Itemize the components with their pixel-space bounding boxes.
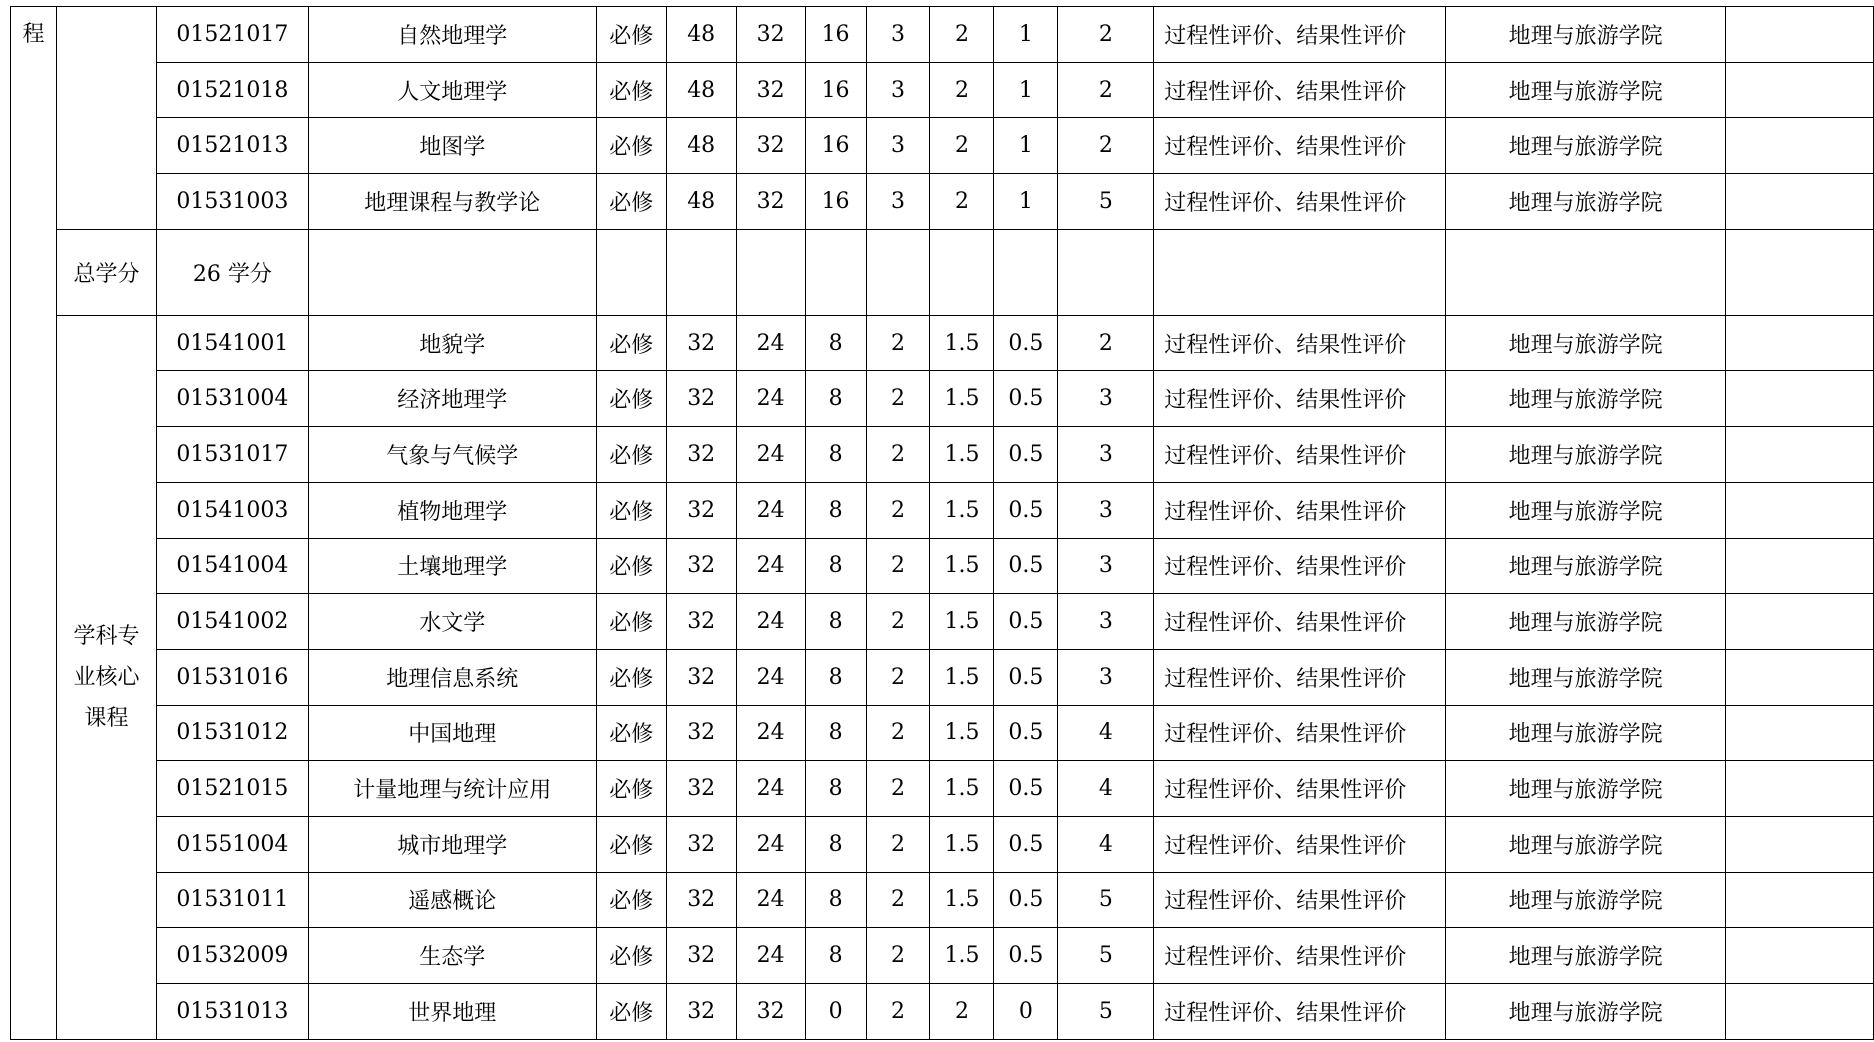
course-code-cell: 01531003 bbox=[156, 174, 308, 230]
total-hours-cell: 32 bbox=[666, 761, 736, 817]
course-name-cell: 地理课程与教学论 bbox=[308, 174, 596, 230]
theory-hours-cell: 32 bbox=[736, 984, 805, 1040]
theory-hours-cell: 24 bbox=[736, 872, 805, 928]
assessment-cell: 过程性评价、结果性评价 bbox=[1154, 705, 1446, 761]
theory-credits-cell: 1.5 bbox=[930, 371, 994, 427]
category-cell bbox=[56, 315, 156, 1039]
total-hours-cell: 32 bbox=[666, 594, 736, 650]
practice-credits-cell: 0.5 bbox=[994, 928, 1058, 984]
semester-cell: 2 bbox=[1058, 315, 1154, 371]
semester-cell: 4 bbox=[1058, 761, 1154, 817]
college-cell: 地理与旅游学院 bbox=[1446, 984, 1726, 1040]
assessment-cell: 过程性评价、结果性评价 bbox=[1154, 538, 1446, 594]
theory-credits-cell: 1.5 bbox=[930, 649, 994, 705]
empty-cell bbox=[666, 229, 736, 315]
course-type-cell: 必修 bbox=[596, 816, 666, 872]
credits-cell: 2 bbox=[866, 928, 930, 984]
theory-credits-cell: 1.5 bbox=[930, 705, 994, 761]
theory-hours-cell: 32 bbox=[736, 7, 805, 63]
practice-hours-cell: 8 bbox=[805, 538, 866, 594]
note-cell bbox=[1726, 118, 1874, 174]
table-row bbox=[11, 816, 1874, 872]
total-hours-cell: 48 bbox=[666, 174, 736, 230]
practice-hours-cell: 8 bbox=[805, 761, 866, 817]
course-type-cell: 必修 bbox=[596, 315, 666, 371]
college-cell: 地理与旅游学院 bbox=[1446, 594, 1726, 650]
table-row bbox=[11, 594, 1874, 650]
theory-credits-cell: 2 bbox=[930, 62, 994, 118]
theory-hours-cell: 24 bbox=[736, 538, 805, 594]
practice-credits-cell: 0.5 bbox=[994, 538, 1058, 594]
theory-credits-cell: 1.5 bbox=[930, 928, 994, 984]
assessment-cell: 过程性评价、结果性评价 bbox=[1154, 371, 1446, 427]
semester-cell: 4 bbox=[1058, 705, 1154, 761]
credits-cell: 2 bbox=[866, 427, 930, 483]
college-cell: 地理与旅游学院 bbox=[1446, 427, 1726, 483]
note-cell bbox=[1726, 705, 1874, 761]
semester-cell: 5 bbox=[1058, 928, 1154, 984]
semester-cell: 4 bbox=[1058, 816, 1154, 872]
course-code-cell: 01541001 bbox=[156, 315, 308, 371]
course-code-cell: 01521015 bbox=[156, 761, 308, 817]
course-name-cell: 中国地理 bbox=[308, 705, 596, 761]
course-code-cell: 01532009 bbox=[156, 928, 308, 984]
semester-cell: 2 bbox=[1058, 118, 1154, 174]
course-type-cell: 必修 bbox=[596, 872, 666, 928]
empty-cell bbox=[1446, 229, 1726, 315]
semester-cell: 3 bbox=[1058, 482, 1154, 538]
assessment-cell: 过程性评价、结果性评价 bbox=[1154, 62, 1446, 118]
course-name-cell: 生态学 bbox=[308, 928, 596, 984]
table-row bbox=[11, 118, 1874, 174]
course-type-cell: 必修 bbox=[596, 427, 666, 483]
course-type-cell: 必修 bbox=[596, 649, 666, 705]
credits-cell: 2 bbox=[866, 371, 930, 427]
total-hours-cell: 32 bbox=[666, 928, 736, 984]
total-hours-cell: 48 bbox=[666, 118, 736, 174]
credits-cell: 3 bbox=[866, 62, 930, 118]
table-row bbox=[11, 174, 1874, 230]
course-code-cell: 01531017 bbox=[156, 427, 308, 483]
course-type-cell: 必修 bbox=[596, 761, 666, 817]
practice-credits-cell: 0.5 bbox=[994, 705, 1058, 761]
practice-hours-cell: 16 bbox=[805, 62, 866, 118]
empty-cell bbox=[308, 229, 596, 315]
category-line: 业核心 bbox=[73, 664, 140, 690]
course-code-cell: 01531016 bbox=[156, 649, 308, 705]
credits-cell: 3 bbox=[866, 174, 930, 230]
college-cell: 地理与旅游学院 bbox=[1446, 816, 1726, 872]
course-code-cell: 01531004 bbox=[156, 371, 308, 427]
practice-hours-cell: 8 bbox=[805, 371, 866, 427]
empty-cell bbox=[866, 229, 930, 315]
note-cell bbox=[1726, 371, 1874, 427]
theory-hours-cell: 24 bbox=[736, 928, 805, 984]
course-code-cell: 01551004 bbox=[156, 816, 308, 872]
total-hours-cell: 32 bbox=[666, 315, 736, 371]
college-cell: 地理与旅游学院 bbox=[1446, 62, 1726, 118]
semester-cell: 5 bbox=[1058, 174, 1154, 230]
category-line: 学科专 bbox=[73, 623, 140, 649]
theory-hours-cell: 32 bbox=[736, 174, 805, 230]
empty-cell bbox=[805, 229, 866, 315]
course-type-cell: 必修 bbox=[596, 538, 666, 594]
theory-hours-cell: 32 bbox=[736, 62, 805, 118]
total-credits-label: 总学分 bbox=[56, 229, 156, 315]
theory-credits-cell: 1.5 bbox=[930, 594, 994, 650]
theory-credits-cell: 1.5 bbox=[930, 538, 994, 594]
theory-credits-cell: 1.5 bbox=[930, 761, 994, 817]
course-name-cell: 土壤地理学 bbox=[308, 538, 596, 594]
college-cell: 地理与旅游学院 bbox=[1446, 371, 1726, 427]
practice-credits-cell: 1 bbox=[994, 118, 1058, 174]
course-code-cell: 01531012 bbox=[156, 705, 308, 761]
course-name-cell: 地理信息系统 bbox=[308, 649, 596, 705]
college-cell: 地理与旅游学院 bbox=[1446, 482, 1726, 538]
course-name-cell: 自然地理学 bbox=[308, 7, 596, 63]
credits-cell: 2 bbox=[866, 594, 930, 650]
empty-cell bbox=[1058, 229, 1154, 315]
course-type-cell: 必修 bbox=[596, 118, 666, 174]
table-row bbox=[11, 705, 1874, 761]
empty-cell bbox=[994, 229, 1058, 315]
practice-credits-cell: 1 bbox=[994, 7, 1058, 63]
course-type-cell: 必修 bbox=[596, 482, 666, 538]
assessment-cell: 过程性评价、结果性评价 bbox=[1154, 928, 1446, 984]
credits-cell: 2 bbox=[866, 538, 930, 594]
assessment-cell: 过程性评价、结果性评价 bbox=[1154, 174, 1446, 230]
semester-cell: 5 bbox=[1058, 984, 1154, 1040]
practice-hours-cell: 8 bbox=[805, 315, 866, 371]
total-hours-cell: 32 bbox=[666, 371, 736, 427]
total-hours-cell: 48 bbox=[666, 62, 736, 118]
assessment-cell: 过程性评价、结果性评价 bbox=[1154, 7, 1446, 63]
credits-cell: 3 bbox=[866, 7, 930, 63]
course-name-cell: 人文地理学 bbox=[308, 62, 596, 118]
credits-cell: 2 bbox=[866, 315, 930, 371]
note-cell bbox=[1726, 315, 1874, 371]
theory-credits-cell: 1.5 bbox=[930, 816, 994, 872]
total-hours-cell: 32 bbox=[666, 482, 736, 538]
table-row bbox=[11, 315, 1874, 371]
practice-hours-cell: 8 bbox=[805, 594, 866, 650]
note-cell bbox=[1726, 427, 1874, 483]
course-type-cell: 必修 bbox=[596, 705, 666, 761]
note-cell bbox=[1726, 62, 1874, 118]
practice-credits-cell: 0.5 bbox=[994, 649, 1058, 705]
semester-cell: 2 bbox=[1058, 62, 1154, 118]
category-line: 课程 bbox=[84, 705, 129, 731]
credits-cell: 2 bbox=[866, 872, 930, 928]
theory-credits-cell: 2 bbox=[930, 7, 994, 63]
table-row bbox=[11, 872, 1874, 928]
note-cell bbox=[1726, 928, 1874, 984]
assessment-cell: 过程性评价、结果性评价 bbox=[1154, 594, 1446, 650]
college-cell: 地理与旅游学院 bbox=[1446, 538, 1726, 594]
college-cell: 地理与旅游学院 bbox=[1446, 7, 1726, 63]
course-code-cell: 01531011 bbox=[156, 872, 308, 928]
course-name-cell: 植物地理学 bbox=[308, 482, 596, 538]
total-hours-cell: 32 bbox=[666, 816, 736, 872]
note-cell bbox=[1726, 174, 1874, 230]
practice-hours-cell: 8 bbox=[805, 928, 866, 984]
theory-hours-cell: 24 bbox=[736, 816, 805, 872]
assessment-cell: 过程性评价、结果性评价 bbox=[1154, 315, 1446, 371]
practice-credits-cell: 0.5 bbox=[994, 371, 1058, 427]
course-name-cell: 经济地理学 bbox=[308, 371, 596, 427]
practice-hours-cell: 8 bbox=[805, 482, 866, 538]
course-name-cell: 城市地理学 bbox=[308, 816, 596, 872]
table-row bbox=[11, 7, 1874, 63]
credits-cell: 2 bbox=[866, 816, 930, 872]
assessment-cell: 过程性评价、结果性评价 bbox=[1154, 482, 1446, 538]
college-cell: 地理与旅游学院 bbox=[1446, 649, 1726, 705]
practice-hours-cell: 8 bbox=[805, 816, 866, 872]
total-credits-row bbox=[11, 229, 1874, 315]
theory-credits-cell: 1.5 bbox=[930, 482, 994, 538]
practice-hours-cell: 16 bbox=[805, 7, 866, 63]
note-cell bbox=[1726, 816, 1874, 872]
theory-hours-cell: 24 bbox=[736, 371, 805, 427]
theory-hours-cell: 24 bbox=[736, 427, 805, 483]
college-cell: 地理与旅游学院 bbox=[1446, 174, 1726, 230]
note-cell bbox=[1726, 538, 1874, 594]
practice-credits-cell: 0.5 bbox=[994, 761, 1058, 817]
theory-credits-cell: 2 bbox=[930, 174, 994, 230]
table-row bbox=[11, 984, 1874, 1040]
course-name-cell: 世界地理 bbox=[308, 984, 596, 1040]
course-type-cell: 必修 bbox=[596, 174, 666, 230]
course-name-cell: 地图学 bbox=[308, 118, 596, 174]
college-cell: 地理与旅游学院 bbox=[1446, 761, 1726, 817]
table-row bbox=[11, 371, 1874, 427]
practice-credits-cell: 0.5 bbox=[994, 315, 1058, 371]
category-cell bbox=[56, 7, 156, 230]
table-row bbox=[11, 928, 1874, 984]
course-type-cell: 必修 bbox=[596, 984, 666, 1040]
semester-cell: 3 bbox=[1058, 594, 1154, 650]
course-name-cell: 气象与气候学 bbox=[308, 427, 596, 483]
course-name-cell: 遥感概论 bbox=[308, 872, 596, 928]
note-cell bbox=[1726, 984, 1874, 1040]
practice-credits-cell: 1 bbox=[994, 62, 1058, 118]
theory-hours-cell: 32 bbox=[736, 118, 805, 174]
theory-credits-cell: 2 bbox=[930, 984, 994, 1040]
semester-cell: 2 bbox=[1058, 7, 1154, 63]
assessment-cell: 过程性评价、结果性评价 bbox=[1154, 118, 1446, 174]
assessment-cell: 过程性评价、结果性评价 bbox=[1154, 816, 1446, 872]
course-table bbox=[10, 6, 1874, 1040]
theory-credits-cell: 2 bbox=[930, 118, 994, 174]
empty-cell bbox=[736, 229, 805, 315]
assessment-cell: 过程性评价、结果性评价 bbox=[1154, 427, 1446, 483]
empty-cell bbox=[596, 229, 666, 315]
course-code-cell: 01541004 bbox=[156, 538, 308, 594]
course-code-cell: 01541003 bbox=[156, 482, 308, 538]
practice-hours-cell: 8 bbox=[805, 705, 866, 761]
course-type-cell: 必修 bbox=[596, 594, 666, 650]
practice-credits-cell: 0.5 bbox=[994, 482, 1058, 538]
assessment-cell: 过程性评价、结果性评价 bbox=[1154, 649, 1446, 705]
credits-cell: 2 bbox=[866, 761, 930, 817]
credits-cell: 2 bbox=[866, 649, 930, 705]
note-cell bbox=[1726, 649, 1874, 705]
assessment-cell: 过程性评价、结果性评价 bbox=[1154, 872, 1446, 928]
outer-category-cell: 程 bbox=[11, 7, 57, 1040]
semester-cell: 3 bbox=[1058, 427, 1154, 483]
course-code-cell: 01521018 bbox=[156, 62, 308, 118]
table-row bbox=[11, 761, 1874, 817]
total-hours-cell: 32 bbox=[666, 649, 736, 705]
course-type-cell: 必修 bbox=[596, 928, 666, 984]
course-name-cell: 计量地理与统计应用 bbox=[308, 761, 596, 817]
practice-hours-cell: 16 bbox=[805, 174, 866, 230]
course-type-cell: 必修 bbox=[596, 62, 666, 118]
practice-hours-cell: 16 bbox=[805, 118, 866, 174]
assessment-cell: 过程性评价、结果性评价 bbox=[1154, 761, 1446, 817]
course-code-cell: 01521017 bbox=[156, 7, 308, 63]
empty-cell bbox=[1726, 229, 1874, 315]
theory-hours-cell: 24 bbox=[736, 594, 805, 650]
total-hours-cell: 32 bbox=[666, 872, 736, 928]
semester-cell: 3 bbox=[1058, 371, 1154, 427]
theory-hours-cell: 24 bbox=[736, 649, 805, 705]
practice-credits-cell: 0.5 bbox=[994, 427, 1058, 483]
theory-credits-cell: 1.5 bbox=[930, 427, 994, 483]
course-type-cell: 必修 bbox=[596, 7, 666, 63]
practice-credits-cell: 0 bbox=[994, 984, 1058, 1040]
semester-cell: 3 bbox=[1058, 649, 1154, 705]
college-cell: 地理与旅游学院 bbox=[1446, 705, 1726, 761]
note-cell bbox=[1726, 872, 1874, 928]
note-cell bbox=[1726, 594, 1874, 650]
credits-cell: 2 bbox=[866, 482, 930, 538]
college-cell: 地理与旅游学院 bbox=[1446, 928, 1726, 984]
course-code-cell: 01521013 bbox=[156, 118, 308, 174]
total-credits-value: 26 学分 bbox=[156, 229, 308, 315]
theory-credits-cell: 1.5 bbox=[930, 315, 994, 371]
course-name-cell: 地貌学 bbox=[308, 315, 596, 371]
practice-hours-cell: 8 bbox=[805, 872, 866, 928]
total-hours-cell: 32 bbox=[666, 984, 736, 1040]
table-row bbox=[11, 427, 1874, 483]
empty-cell bbox=[1154, 229, 1446, 315]
practice-credits-cell: 0.5 bbox=[994, 594, 1058, 650]
assessment-cell: 过程性评价、结果性评价 bbox=[1154, 984, 1446, 1040]
practice-hours-cell: 0 bbox=[805, 984, 866, 1040]
total-hours-cell: 48 bbox=[666, 7, 736, 63]
semester-cell: 5 bbox=[1058, 872, 1154, 928]
theory-hours-cell: 24 bbox=[736, 482, 805, 538]
total-hours-cell: 32 bbox=[666, 538, 736, 594]
course-name-cell: 水文学 bbox=[308, 594, 596, 650]
course-code-cell: 01531013 bbox=[156, 984, 308, 1040]
note-cell bbox=[1726, 7, 1874, 63]
semester-cell: 3 bbox=[1058, 538, 1154, 594]
theory-hours-cell: 24 bbox=[736, 705, 805, 761]
table-row bbox=[11, 649, 1874, 705]
theory-hours-cell: 24 bbox=[736, 315, 805, 371]
practice-credits-cell: 0.5 bbox=[994, 872, 1058, 928]
total-hours-cell: 32 bbox=[666, 427, 736, 483]
course-table-body bbox=[11, 7, 1874, 1040]
practice-hours-cell: 8 bbox=[805, 427, 866, 483]
practice-hours-cell: 8 bbox=[805, 649, 866, 705]
credits-cell: 3 bbox=[866, 118, 930, 174]
note-cell bbox=[1726, 761, 1874, 817]
credits-cell: 2 bbox=[866, 984, 930, 1040]
theory-credits-cell: 1.5 bbox=[930, 872, 994, 928]
credits-cell: 2 bbox=[866, 705, 930, 761]
theory-hours-cell: 24 bbox=[736, 761, 805, 817]
table-row bbox=[11, 62, 1874, 118]
course-type-cell: 必修 bbox=[596, 371, 666, 427]
empty-cell bbox=[930, 229, 994, 315]
note-cell bbox=[1726, 482, 1874, 538]
college-cell: 地理与旅游学院 bbox=[1446, 315, 1726, 371]
college-cell: 地理与旅游学院 bbox=[1446, 118, 1726, 174]
course-code-cell: 01541002 bbox=[156, 594, 308, 650]
table-row bbox=[11, 482, 1874, 538]
total-hours-cell: 32 bbox=[666, 705, 736, 761]
practice-credits-cell: 1 bbox=[994, 174, 1058, 230]
table-row bbox=[11, 538, 1874, 594]
practice-credits-cell: 0.5 bbox=[994, 816, 1058, 872]
college-cell: 地理与旅游学院 bbox=[1446, 872, 1726, 928]
